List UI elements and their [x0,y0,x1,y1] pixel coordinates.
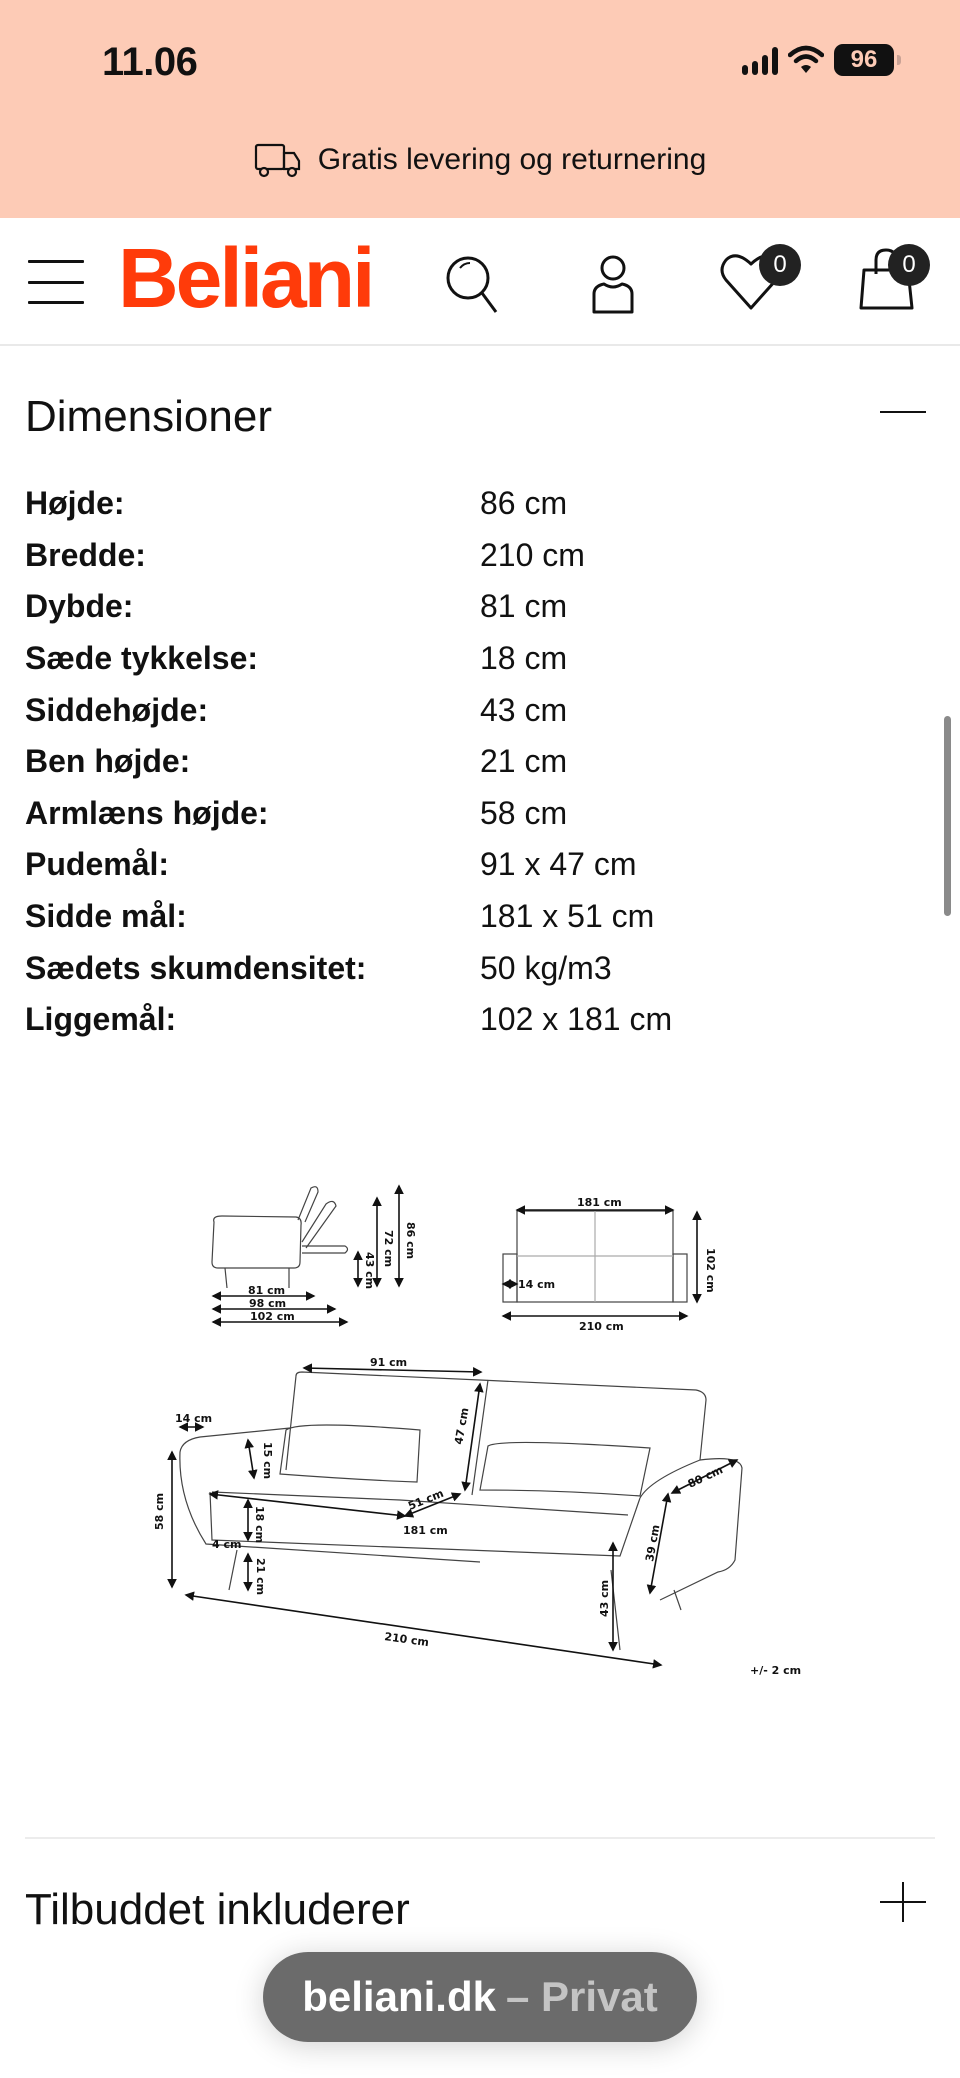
svg-text:72 cm: 72 cm [382,1230,395,1268]
browser-url-pill[interactable] [263,1952,697,2042]
spec-value: 86 cm [480,485,568,522]
wifi-icon [788,45,824,75]
cellular-signal-icon [742,45,778,75]
spec-row [25,633,905,685]
spec-row [25,788,905,840]
svg-text:80 cm: 80 cm [685,1463,725,1491]
spec-row [25,684,905,736]
spec-value: 21 cm [480,743,568,780]
spec-label: Pudemål: [25,846,170,883]
collapse-minus-icon[interactable] [880,411,926,413]
svg-text:14 cm: 14 cm [518,1278,556,1291]
spec-label: Armlæns højde: [25,794,269,831]
spec-row [25,891,905,943]
spec-value: 181 x 51 cm [480,898,655,935]
spec-label: Ben højde: [25,743,191,780]
section-divider [25,1837,935,1839]
spec-value: 210 cm [480,536,585,573]
expand-plus-icon[interactable] [880,1882,926,1922]
svg-text:47 cm: 47 cm [452,1406,472,1446]
spec-value: 18 cm [480,640,568,677]
svg-text:181 cm: 181 cm [403,1524,448,1537]
svg-text:102 cm: 102 cm [704,1248,717,1293]
svg-text:91 cm: 91 cm [370,1356,408,1369]
svg-text:21 cm: 21 cm [254,1558,267,1596]
svg-text:14 cm: 14 cm [175,1412,213,1425]
page-scrollbar[interactable] [944,716,951,916]
svg-text:86 cm: 86 cm [404,1222,417,1260]
spec-row [25,478,905,530]
spec-row [25,736,905,788]
spec-row [25,942,905,994]
spec-label: Højde: [25,485,125,522]
battery-icon: 96 [834,44,894,76]
svg-text:43 cm: 43 cm [363,1252,376,1290]
private-mode-label: – Privat [505,1973,658,2020]
spec-label: Liggemål: [25,1001,177,1038]
status-icons [742,44,894,76]
spec-value: 43 cm [480,691,568,728]
spec-value: 50 kg/m3 [480,949,612,986]
offer-section-title[interactable]: Tilbuddet inkluderer [25,1885,410,1927]
status-time: 11.06 [102,40,198,84]
wishlist-count-badge: 0 [759,244,801,286]
tolerance-note: +/- 2 cm [750,1664,802,1677]
spec-row [25,530,905,582]
svg-text:39 cm: 39 cm [643,1523,663,1563]
spec-label: Siddehøjde: [25,691,209,728]
url-host: beliani.dk [302,1973,496,2020]
svg-text:51 cm: 51 cm [406,1486,446,1513]
sofa-dimension-diagram [140,1170,820,1690]
spec-label: Sidde mål: [25,898,187,935]
spec-row [25,581,905,633]
svg-text:18 cm: 18 cm [253,1506,266,1544]
svg-text:43 cm: 43 cm [598,1579,611,1617]
dimensions-table [25,478,905,1046]
spec-value: 81 cm [480,588,568,625]
menu-icon[interactable] [28,260,84,304]
spec-value: 58 cm [480,794,568,831]
spec-label: Sædets skumdensitet: [25,949,367,986]
spec-value: 102 x 181 cm [480,1001,673,1038]
search-icon[interactable] [438,248,508,318]
svg-text:15 cm: 15 cm [261,1442,274,1480]
svg-text:102 cm: 102 cm [250,1310,295,1323]
spec-value: 91 x 47 cm [480,846,637,883]
delivery-truck-icon [254,142,302,178]
cart-button[interactable] [858,244,948,314]
promo-text: Gratis levering og returnering [317,143,707,176]
svg-text:98 cm: 98 cm [249,1297,287,1310]
beliani-logo[interactable]: Beliani [118,231,373,325]
wishlist-button[interactable] [716,244,806,314]
cart-count-badge: 0 [888,244,930,286]
svg-text:210 cm: 210 cm [383,1630,430,1650]
spec-label: Bredde: [25,536,146,573]
svg-text:81 cm: 81 cm [248,1284,286,1297]
spec-label: Sæde tykkelse: [25,640,259,677]
svg-text:4 cm: 4 cm [212,1538,242,1551]
account-icon[interactable] [578,248,648,318]
svg-text:181 cm: 181 cm [577,1196,622,1209]
header-navbar [0,218,960,346]
top-banner-area [0,0,960,218]
spec-row [25,839,905,891]
svg-text:58 cm: 58 cm [153,1492,166,1530]
spec-label: Dybde: [25,588,134,625]
promo-banner[interactable] [0,142,960,178]
spec-row [25,994,905,1046]
dimensions-section-title[interactable]: Dimensioner [25,392,272,441]
svg-text:210 cm: 210 cm [579,1320,624,1333]
